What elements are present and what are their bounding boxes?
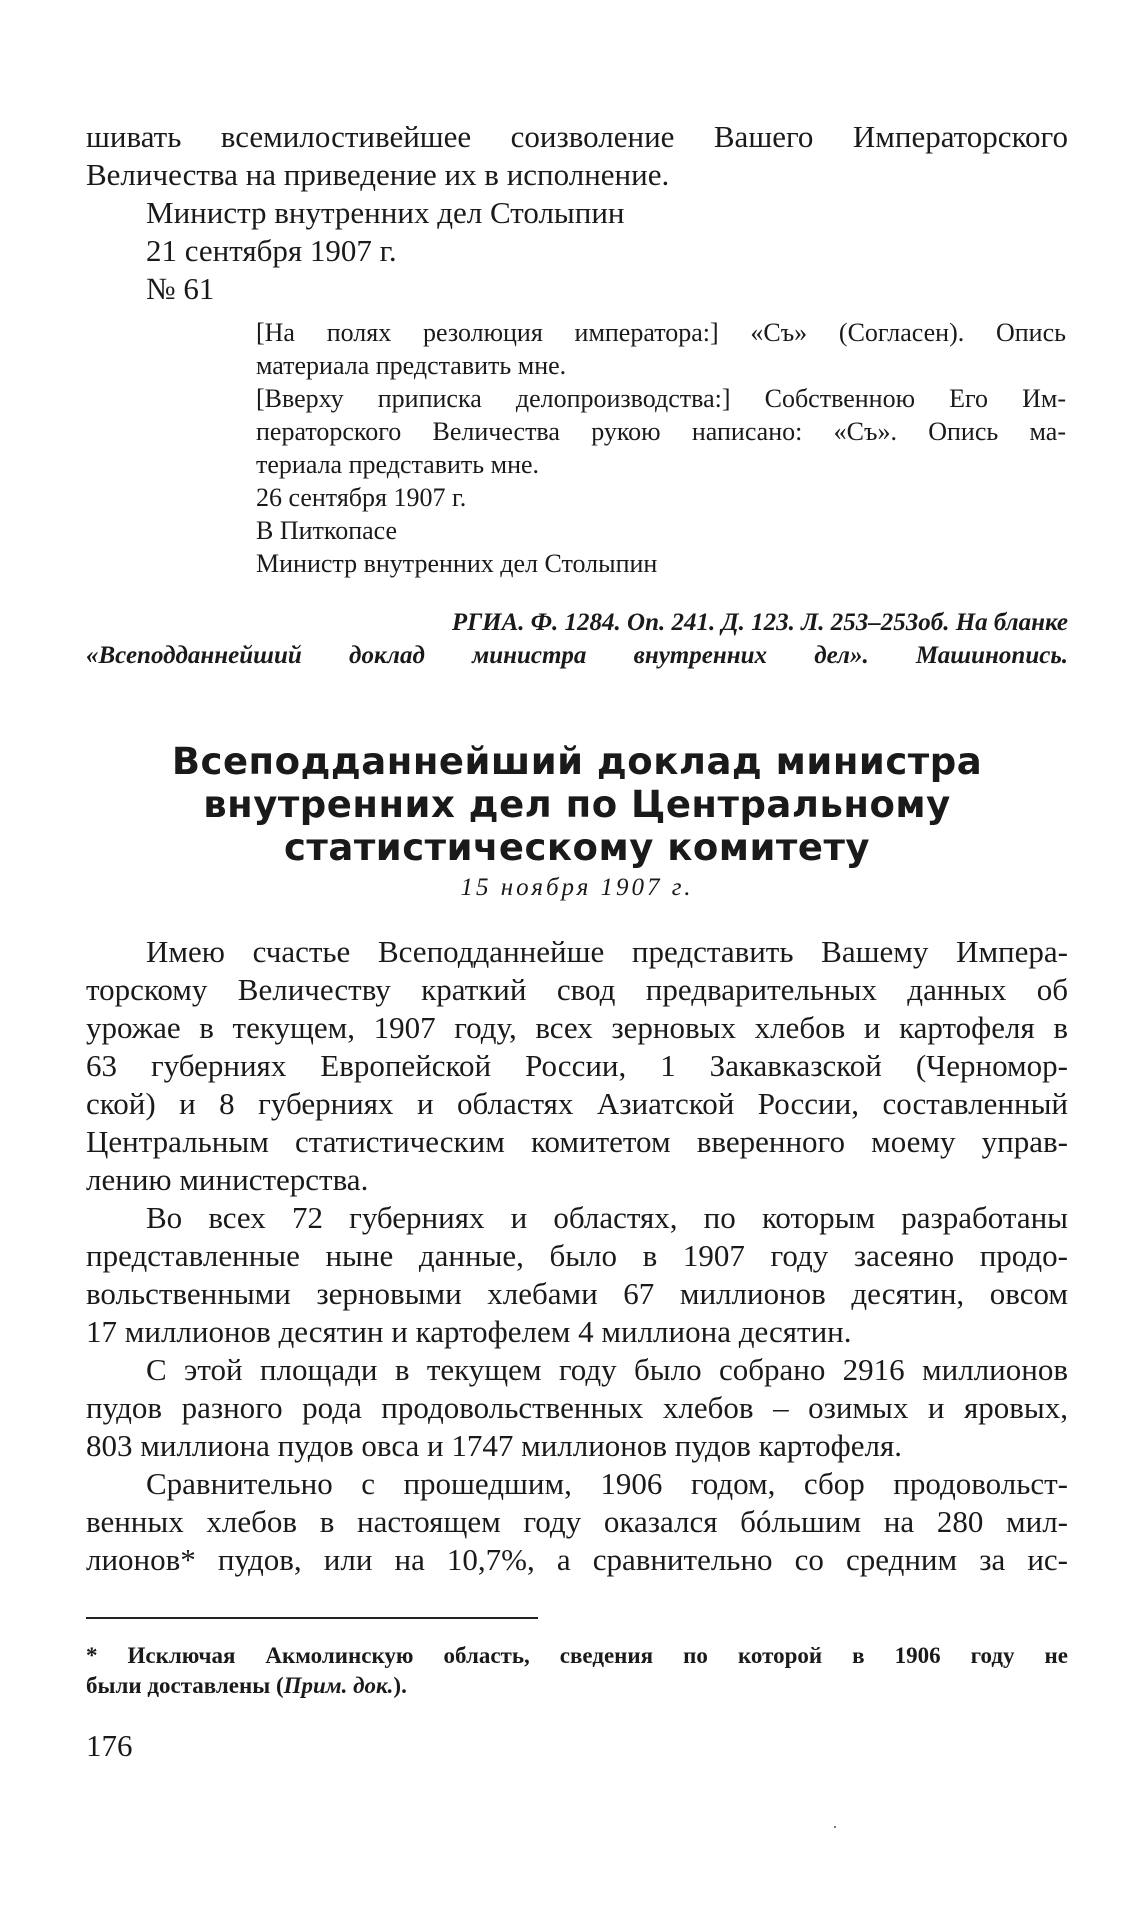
footnote-divider [86, 1617, 538, 1619]
resolution-block [256, 316, 1066, 580]
text-line: Имею счастье Всеподданнейше представить Вашему Импера- [146, 934, 1068, 969]
text-line: Центральным статистическим комитетом вверенного моему управ- [86, 1124, 1068, 1159]
paragraph [86, 933, 1068, 1199]
text-line: С этой площади в текущем году было собрано 2916 миллионов [146, 1352, 1068, 1387]
text-line: 803 миллиона пудов овса и 1747 миллионов пудов картофеля. [86, 1428, 902, 1463]
text-line: лению министерства. [86, 1162, 369, 1197]
text-line: пудов разного рода продовольственных хлебов – озимых и яровых, [86, 1390, 1068, 1425]
source-line: РГИА. Ф. 1284. Оп. 241. Д. 123. Л. 253–253об. На бланке [451, 609, 1068, 636]
heading-line: Всеподданнейший доклад министра [171, 740, 983, 783]
footnote-line [86, 1671, 1068, 1701]
paragraph [86, 1351, 1068, 1465]
text-line: лионов* пудов, или на 10,7%, а сравнительно со средним за ис- [86, 1542, 1068, 1577]
source-line: «Всеподданнейший доклад министра внутренних дел». Машинопись. [86, 642, 1068, 669]
heading-line: внутренних дел по Центральному [203, 783, 951, 826]
archive-source-citation [86, 606, 1068, 672]
document-page [86, 118, 1068, 1765]
text-line: венных хлебов в настоящем году оказался бóльшим на 280 мил- [86, 1504, 1068, 1539]
resolution-signature: Министр внутренних дел Столыпин [256, 549, 658, 578]
text-line: урожае в текущем, 1907 году, всех зерновых хлебов и картофеля в [86, 1010, 1068, 1045]
resolution-line: териала представить мне. [256, 450, 540, 479]
footnote [86, 1641, 1068, 1701]
text-line: Величества на приведение их в исполнение. [86, 157, 670, 192]
text-line: Сравнительно с прошедшим, 1906 годом, сбор продовольст- [146, 1466, 1068, 1501]
report-body [86, 933, 1068, 1579]
top-text-block [86, 118, 1068, 308]
paragraph [86, 1199, 1068, 1351]
footnote-text: были доставлены ( [86, 1673, 284, 1698]
text-line: представленные ныне данные, было в 1907 году засеяно продо- [86, 1238, 1068, 1273]
resolution-date: 26 сентября 1907 г. [256, 483, 467, 512]
heading-line: статистическому комитету [283, 826, 871, 869]
document-number: № 61 [146, 271, 215, 306]
resolution-line: ператорского Величества рукою написано: «Съ». Опись ма- [256, 417, 1066, 446]
signature-line: Министр внутренних дел Столыпин [146, 195, 625, 230]
text-line: вольственными зерновыми хлебами 67 миллионов десятин, овсом [86, 1276, 1068, 1311]
text-line: ской) и 8 губерниях и областях Азиатской России, составленный [86, 1086, 1068, 1121]
paragraph [86, 1465, 1068, 1579]
scan-speck [834, 1826, 836, 1828]
resolution-line: [На полях резолюция императора:] «Съ» (Согласен). Опись [256, 318, 1066, 347]
text-line: шивать всемилостивейшее соизволение Вашего Императорского [86, 119, 1068, 154]
footnote-note-label: Прим. док. [283, 1673, 394, 1698]
text-line: 17 миллионов десятин и картофелем 4 миллиона десятин. [86, 1314, 852, 1349]
section-heading [86, 740, 1068, 869]
resolution-line: [Вверху приписка делопроизводства:] Собственною Его Им- [256, 384, 1066, 413]
resolution-line: материала представить мне. [256, 351, 567, 380]
text-line: 63 губерниях Европейской России, 1 Закавказской (Черномор- [86, 1048, 1068, 1083]
heading-date: 15 ноября 1907 г. [460, 874, 694, 901]
footnote-line: * Исключая Акмолинскую область, сведения по которой в 1906 году не [86, 1643, 1068, 1668]
footnote-text-end: ). [393, 1673, 407, 1698]
text-line: торскому Величеству краткий свод предварительных данных об [86, 972, 1068, 1007]
resolution-place: В Питкопасе [256, 516, 398, 545]
signature-date: 21 сентября 1907 г. [146, 233, 397, 268]
text-line: Во всех 72 губерниях и областях, по которым разработаны [146, 1200, 1068, 1235]
page-number: 176 [86, 1728, 133, 1763]
